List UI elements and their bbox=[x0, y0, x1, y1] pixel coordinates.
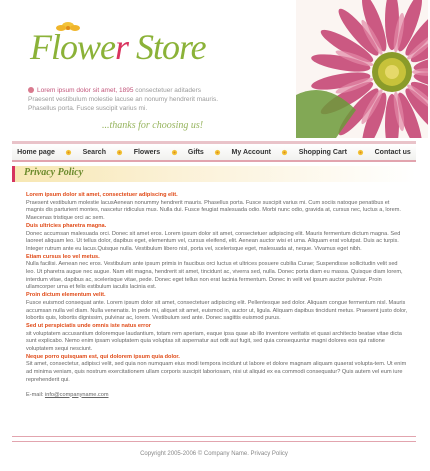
section-heading: Duis ultricies pharetra magna. bbox=[26, 222, 107, 229]
nav-contact-us[interactable]: Contact us bbox=[374, 148, 411, 156]
section-heading: Etiam cursus leo vel metus. bbox=[26, 253, 100, 260]
section-text: Fusce euismod consequat ante. Lorem ipsum dolor sit amet, consectetuer adipiscing elit. Pellentesque sed dolor. Aliquam congue fermentum nisl. Mauris accumsan nulla vel diam. Nulla venenatis. In pede mi, aliquet sit amet, euismod in, auctor ut, ligula. Aliquam dapibus tincidunt metus. Praesent justo dolor, lobortis quis, lobortis dignissim, pulvinar ac, lorem. Vestibulum sed ante. Donec sagittis euismod purus. bbox=[26, 299, 408, 322]
section-heading: Sed ut perspiciatis unde omnis iste natus error bbox=[26, 322, 151, 329]
section-text: Sit amet, consectetur, adipisci velit, sed quia non numquam eius modi tempora incidunt ut labore et dolore magnam aliquam quaerat volupta-tem. Ut enim ad minima veniam, quis nostrum exercitationem ullam corporis suscipit laboriosam, nisi ut aliquid ex ea commodi consequatur? Quis autem vel eum iure reprehenderit qui. bbox=[26, 361, 407, 383]
page-title-bar bbox=[12, 166, 416, 182]
section-text: Praesent vestibulum molestie lacusAenean nonummy hendrerit mauris. Phasellus porta. Fusce suscipit varius mi. Cum sociis natoque penatibus et magnis dis parturient montes, nascetur ridiculus mus. Nulla dui. Fusce feugiat malesuada odio. Morbi nunc odio, gravida at, cursus nec, luctus a, lorem. Maecenas tristique orci ac sem. bbox=[26, 199, 401, 222]
footer-copyright: Copyright 2005-2006 © Company Name. Privacy Policy bbox=[140, 451, 288, 457]
flower-separator-icon bbox=[171, 149, 178, 156]
flower-separator-icon bbox=[65, 149, 72, 156]
footer-divider bbox=[12, 436, 416, 437]
section-heading: Proin dictum elementum velit. bbox=[26, 292, 106, 299]
nav-bottom-border bbox=[12, 160, 416, 162]
section-text: sit voluptatem accusantium doloremque laudantium, totam rem aperiam, eaque ipsa quae ab illo inventore veritatis et quasi architecto beatae vitae dicta sunt explicabo. Nemo enim ipsam voluptatem quia voluptas sit aspernatur aut odit aut fugit, sed quia consequuntur magni dolores eos qui ratione voluptatem sequi nesciunt. bbox=[26, 330, 402, 353]
nav-shopping-cart[interactable]: Shopping Cart bbox=[298, 148, 347, 156]
flower-bullet-icon bbox=[28, 87, 34, 93]
logo-text: Flower Store bbox=[30, 27, 206, 67]
section-heading: Neque porro quisquam est, qui dolorem ipsum quia dolor. bbox=[26, 353, 180, 360]
email-link[interactable]: info@companyname.com bbox=[44, 391, 109, 398]
nav-home-page[interactable]: Home page bbox=[17, 148, 55, 156]
daisy-photo bbox=[296, 0, 428, 138]
title-accent-bar bbox=[12, 166, 15, 182]
nav-gifts[interactable]: Gifts bbox=[187, 148, 204, 156]
intro-text: Lorem ipsum dolor sit amet, 1895 consectetuer aditaders Praesent vestibulum molestie lacuse an nonumy hendrerit mauris. Phasellus porta. Fusce suscipit varius mi. bbox=[28, 87, 219, 112]
page-title: Privacy Policy bbox=[24, 167, 84, 178]
nav-my-account[interactable]: My Account bbox=[231, 148, 271, 156]
section-text: Donec accumsan malesuada orci. Donec sit amet eros. Lorem ipsum dolor sit amet, consectetuer adipiscing elit. Mauris fermentum dictum magna. Sed laoreet aliquam leo. Ut tellus dolor, dapibus eget, elementum vel, cursus eleifend, elit. Aenean auctor wisi et urna. Aliquam erat volutpat. Duis ac turpis. Integer rutrum ante eu lacus.Quisque nulla. Vestibulum libero nisl, porta vel, scelerisque eget, malesuada at, neque. Vivamus eget nibh. bbox=[26, 230, 401, 252]
nav-search[interactable]: Search bbox=[82, 148, 106, 156]
nav-flowers[interactable]: Flowers bbox=[133, 148, 161, 156]
flower-separator-icon bbox=[281, 149, 288, 156]
flower-separator-icon bbox=[357, 149, 364, 156]
header bbox=[12, 0, 416, 140]
logo[interactable] bbox=[30, 18, 230, 76]
section-text: Nulla facilisi. Aenean nec eros. Vestibulum ante ipsum primis in faucibus orci luctus et ultrices posuere cubilia Curae; Suspendisse sollicitudin velit sed leo. Ut pharetra augue nec augue. Nam elit magna, hendrerit sit amet, tincidunt ac, viverra sed, nulla. Donec porta diam eu massa. Quisque diam lorem, interdum vitae, dapibus ac, scelerisque vitae, pede. Donec eget tellus non erat lacinia fermentum. Donec in velit vel ipsum auctor pulvinar. Proin ullamcorper urna et felis estibulum iaculis lacinia est. bbox=[26, 261, 403, 291]
email-label: E-mail: bbox=[26, 391, 45, 398]
flower-separator-icon bbox=[214, 149, 221, 156]
tagline: ...thanks for choosing us! bbox=[102, 120, 204, 131]
main-nav bbox=[12, 144, 416, 160]
flower-separator-icon bbox=[116, 149, 123, 156]
footer-divider bbox=[12, 441, 416, 442]
email-line bbox=[26, 392, 408, 400]
privacy-content bbox=[26, 192, 408, 399]
section-heading: Lorem ipsum dolor sit amet, consectetuer adipiscing elit. bbox=[26, 192, 178, 198]
